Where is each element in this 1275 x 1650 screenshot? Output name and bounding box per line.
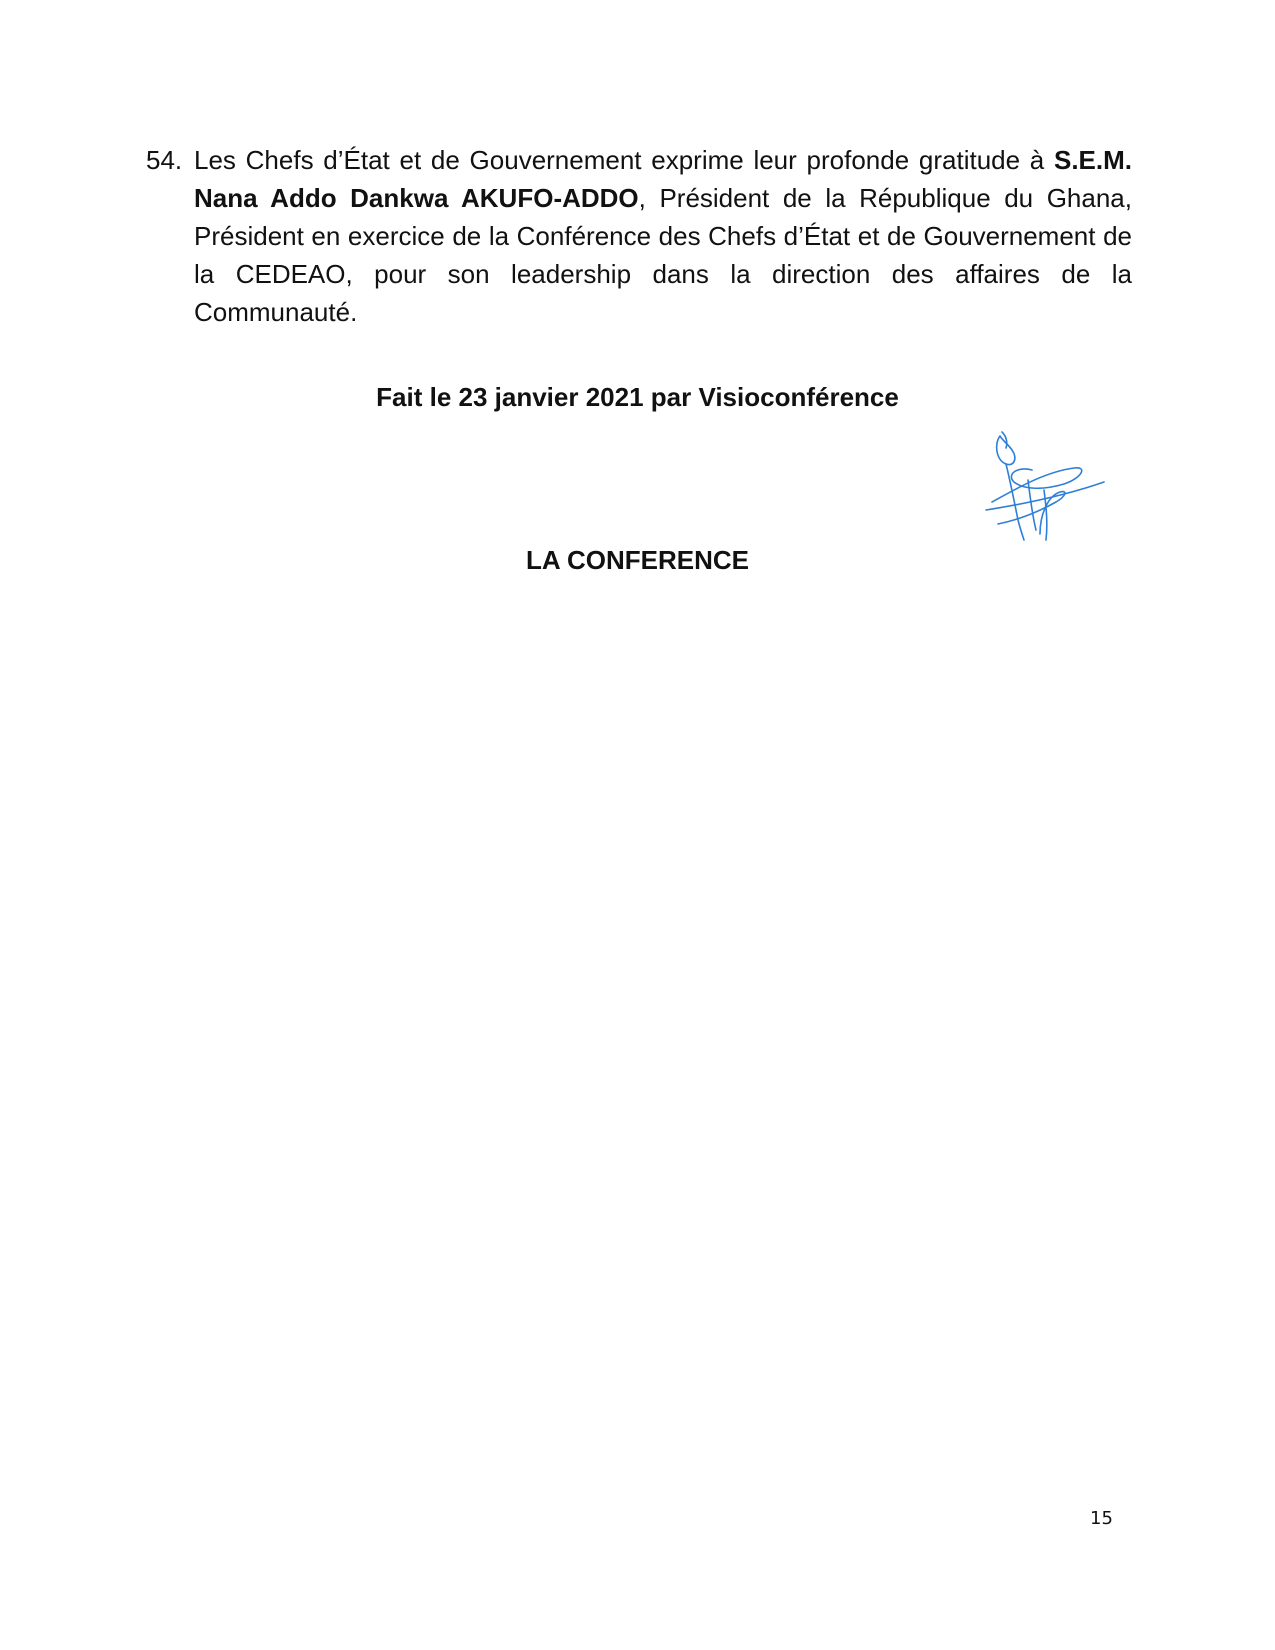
paragraph-rest: , Président de la République du Ghana, Président en exercice de la Conférence des Chefs d’État et de Gouvernement de la CEDEAO, pour son leadership dans la direction des affaires de la Communauté. xyxy=(194,183,1132,327)
signature-stroke-stem xyxy=(1006,464,1024,540)
signature-stroke-swirl xyxy=(992,468,1082,502)
signatory-name: LA CONFERENCE xyxy=(526,545,749,575)
signature-stroke-lower xyxy=(998,492,1065,534)
paragraph-number: 54. xyxy=(146,145,183,175)
paragraph-intro: Les Chefs d’État et de Gouvernement exprime leur profonde gratitude à xyxy=(194,145,1054,175)
page-number: 15 xyxy=(1090,1508,1113,1529)
paragraph-text xyxy=(194,141,1132,331)
signature-stroke-tail xyxy=(1044,490,1047,540)
paragraph-54 xyxy=(146,141,1146,331)
signature-stroke-loop-top xyxy=(997,436,1015,465)
honoree-name: S.E.M. Nana Addo Dankwa AKUFO-ADDO xyxy=(194,145,1132,213)
done-line: Fait le 23 janvier 2021 par Visioconférence xyxy=(376,382,899,412)
